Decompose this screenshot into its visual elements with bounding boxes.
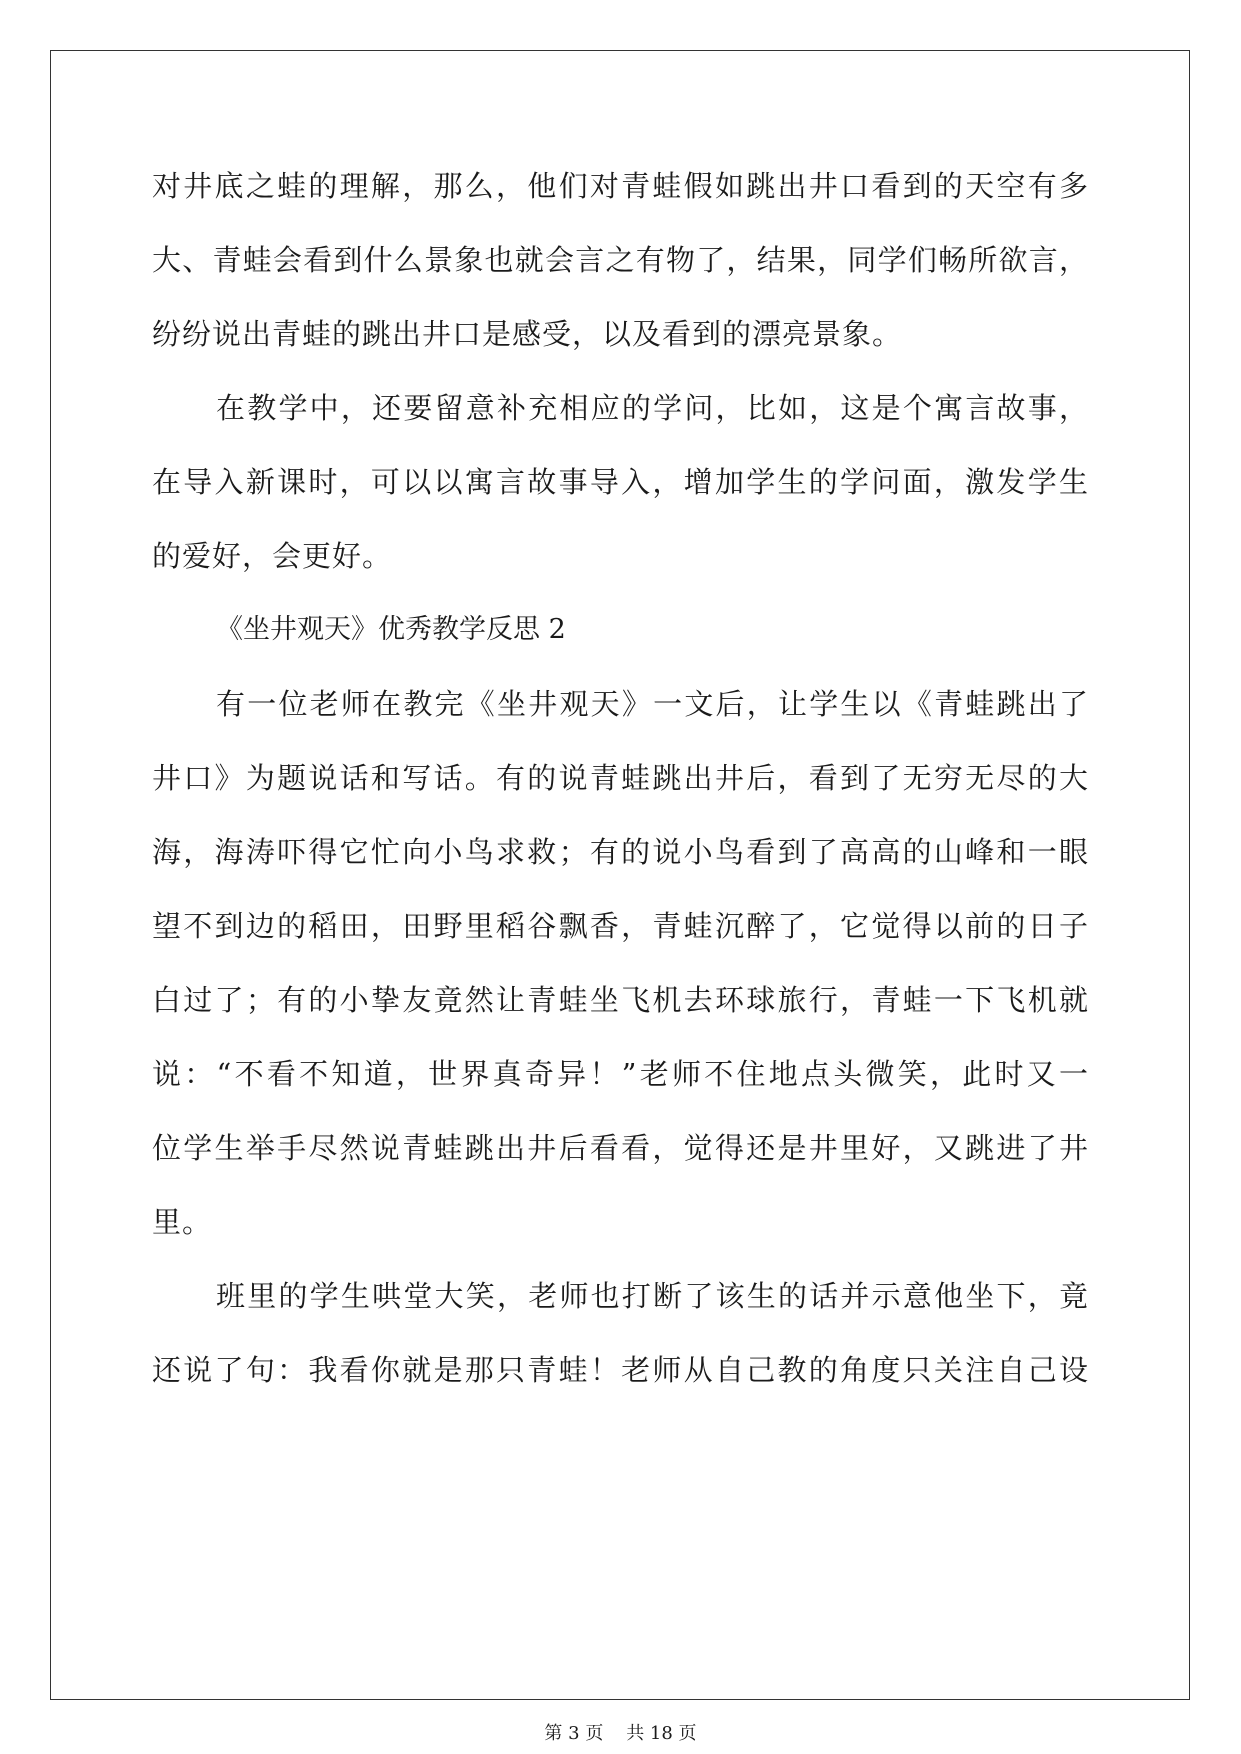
body-line: 在导入新课时，可以以寓言故事导入，增加学生的学问面，激发学生: [152, 465, 1088, 499]
body-line: 在教学中，还要留意补充相应的学问，比如，这是个寓言故事，: [216, 391, 1088, 425]
body-line: 井口》为题说话和写话。有的说青蛙跳出井后，看到了无穷无尽的大: [152, 761, 1088, 795]
body-line: 说：“不看不知道，世界真奇异！”老师不住地点头微笑，此时又一: [152, 1057, 1088, 1091]
body-line: 班里的学生哄堂大笑，老师也打断了该生的话并示意他坐下，竟: [216, 1279, 1088, 1313]
body-line: 里。: [152, 1205, 213, 1239]
page-border: [50, 50, 1190, 1700]
body-line: 对井底之蛙的理解，那么，他们对青蛙假如跳出井口看到的天空有多: [152, 169, 1088, 203]
body-line: 的爱好，会更好。: [152, 539, 393, 573]
section-heading: 《坐井观天》优秀教学反思 2: [216, 614, 566, 645]
body-line: 白过了；有的小挚友竟然让青蛙坐飞机去环球旅行，青蛙一下飞机就: [152, 983, 1088, 1017]
body-line: 望不到边的稻田，田野里稻谷飘香，青蛙沉醉了，它觉得以前的日子: [152, 909, 1088, 943]
body-line: 有一位老师在教完《坐井观天》一文后，让学生以《青蛙跳出了: [216, 687, 1088, 721]
body-line: 位学生举手尽然说青蛙跳出井后看看，觉得还是井里好，又跳进了井: [152, 1131, 1088, 1165]
body-line: 大、青蛙会看到什么景象也就会言之有物了，结果，同学们畅所欲言，: [152, 243, 1088, 277]
body-line: 纷纷说出青蛙的跳出井口是感受，以及看到的漂亮景象。: [152, 317, 903, 351]
page-number-footer: 第 3 页 共 18 页: [544, 1723, 697, 1744]
body-line: 海，海涛吓得它忙向小鸟求救；有的说小鸟看到了高高的山峰和一眼: [152, 835, 1088, 869]
body-line: 还说了句：我看你就是那只青蛙！老师从自己教的角度只关注自己设: [152, 1353, 1088, 1387]
